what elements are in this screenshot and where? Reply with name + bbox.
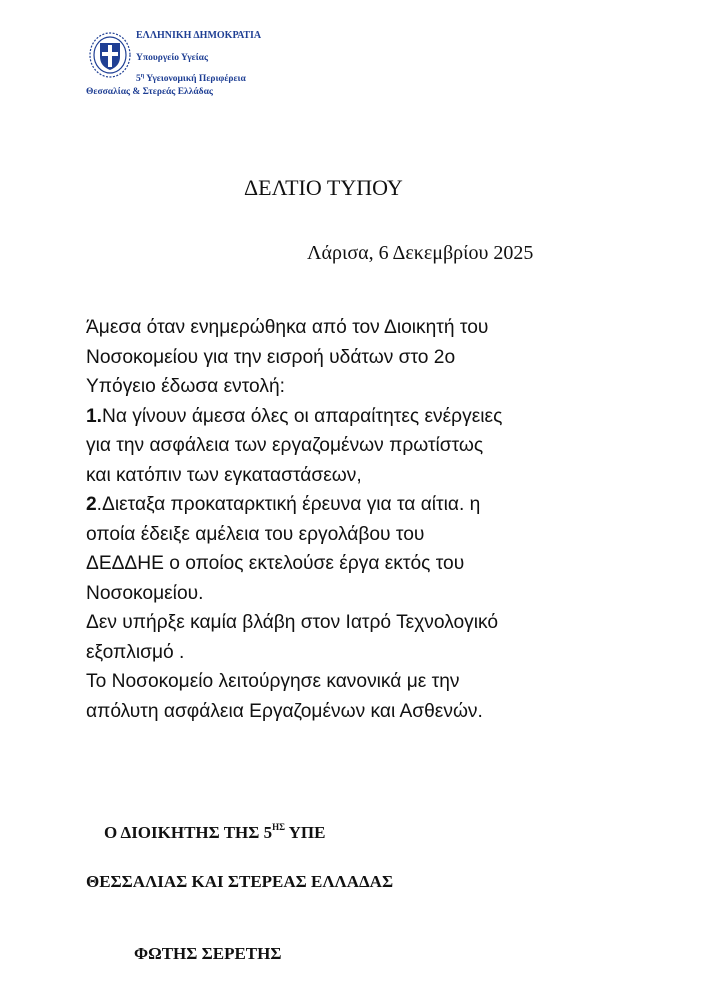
header-region-area: Θεσσαλίας & Στερεάς Ελλάδας: [86, 87, 213, 97]
document-title: ΔΕΛΤΙΟ ΤΥΠΟΥ: [244, 175, 403, 200]
header-ministry: Υπουργείο Υγείας: [136, 53, 208, 63]
header-region-superscript: η: [140, 73, 145, 79]
list-item-1: [86, 402, 646, 432]
list-item-number: 2: [86, 494, 97, 515]
body-line: οποία έδειξε αμέλεια του εργολάβου του: [86, 523, 425, 545]
body-line: εξοπλισμό .: [86, 641, 185, 663]
header-region: [136, 73, 246, 84]
body-line: Να γίνουν άμεσα όλες οι απαραίτητες ενέργειες: [102, 405, 503, 427]
body-line: Υπόγειο έδωσα εντολή:: [86, 376, 285, 397]
header-region-name: Υγειονομική Περιφέρεια: [144, 74, 246, 84]
header-country: ΕΛΛΗΝΙΚΗ ΔΗΜΟΚΡΑΤΙΑ: [136, 30, 262, 41]
body-line: απόλυτη ασφάλεια Εργαζομένων και Ασθενών.: [86, 700, 483, 722]
press-release-body: [86, 313, 646, 726]
signature-region: ΘΕΣΣΑΛΙΑΣ ΚΑΙ ΣΤΕΡΕΑΣ ΕΛΛΑΔΑΣ: [86, 872, 394, 891]
signature-title: [104, 822, 326, 843]
body-line: Άμεσα όταν ενημερώθηκα από τον Διοικητή του: [86, 317, 489, 338]
signature-title-text: Ο ΔΙΟΙΚΗΤΗΣ ΤΗΣ 5: [104, 823, 273, 842]
body-line: Νοσοκομείου.: [86, 582, 204, 604]
body-line: .Διεταξα προκαταρκτική έρευνα για τα αίτια. η: [96, 494, 481, 515]
signature-title-suffix: ΥΠΕ: [285, 823, 326, 842]
body-line: Νοσοκομείου για την εισροή υδάτων στο 2ο: [86, 346, 456, 368]
body-line: Δεν υπήρξε καμία βλάβη στον Ιατρό Τεχνολογικό: [86, 612, 499, 633]
body-line: Το Νοσοκομείο λειτούργησε κανονικά με την: [86, 671, 460, 692]
body-line: ΔΕΔΔΗΕ ο οποίος εκτελούσε έργα εκτός του: [86, 553, 465, 574]
signature-title-superscript: ΗΣ: [272, 822, 286, 832]
document-date: Λάρισα, 6 Δεκεμβρίου 2025: [307, 242, 534, 264]
header-region-number: 5: [136, 74, 141, 84]
body-line: και κατόπιν των εγκαταστάσεων,: [86, 464, 362, 486]
body-line: για την ασφάλεια των εργαζομένων πρωτίστως: [86, 435, 484, 456]
list-item-2: [86, 490, 646, 520]
greek-coat-of-arms-icon: [88, 30, 132, 80]
list-item-number: 1.: [86, 405, 103, 427]
signature-name: ΦΩΤΗΣ ΣΕΡΕΤΗΣ: [134, 944, 282, 963]
